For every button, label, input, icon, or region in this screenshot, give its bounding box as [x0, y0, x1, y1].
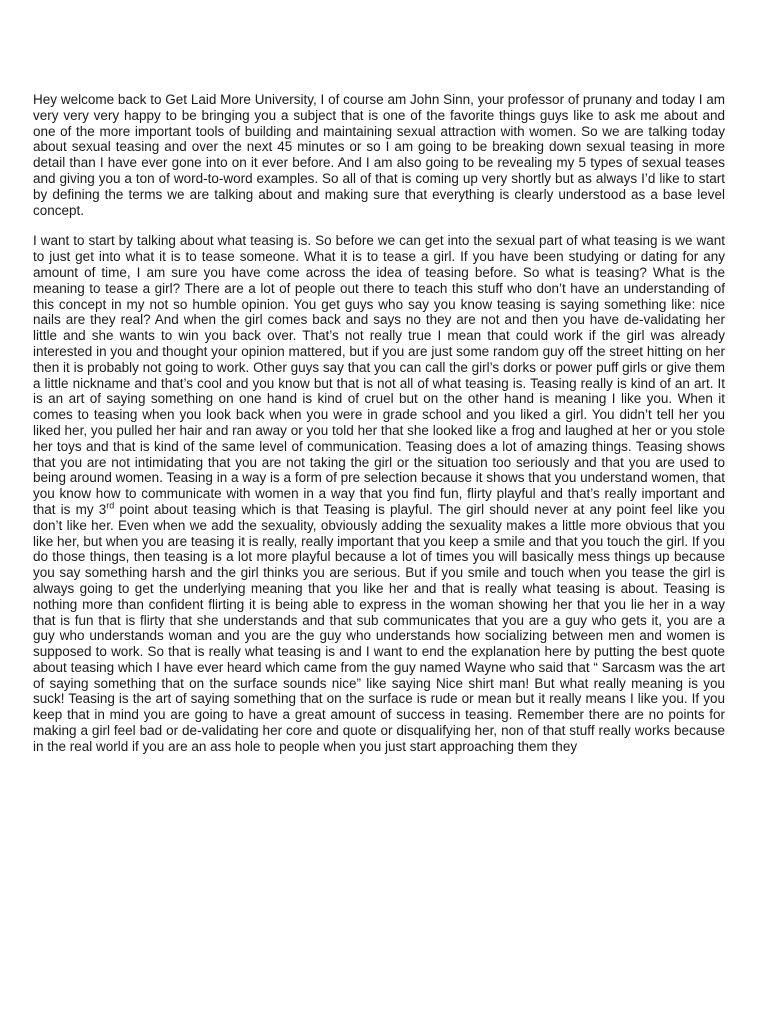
paragraph-text-part-1: I want to start by talking about what teasing is. So before we can get into the sexual part of what teasing is we want to just get into what it is to tease someone. What it is to tease a girl. If you have been studying or dating for any amount of time, I am sure you have come across the idea of teasing before. So what is teasing? What is the meaning to tease a girl? There are a lot of people out there to teach this stuff who don’t have an understanding of this concept in my not so humble opinion. You get guys who say you know teasing is saying something like: nice nails are they real? And when the girl comes back and says no they are not and then you have de-validating her little and she wants to win you back over. That’s not really true I mean that could work if the girl was already interested in you and thought your opinion mattered, but if you are just some random guy off the street hitting on her then it is probably not going to work. Other guys say that you can call the girl’s dorks or power puff girls or give them a little nickname and that’s cool and you know but that is not all of what teasing is. Teasing really is kind of an art. It is an art of saying something on one hand is kind of cruel but on the other hand is meaning I like you. When it comes to teasing when you look back when you were in grade school and you liked a girl. You didn’t tell her you liked her, you pulled her hair and ran away or you told her that she looked like a frog and laughed at her or you stole her toys and that is kind of the same level of communication. Teasing does a lot of amazing things. Teasing shows that you are not intimidating that you are not taking the girl or the situation too seriously and that you are used to being around women. Teasing in a way is a form of pre selection because it shows that you understand women, that you know how to communicate with women in a way that you find fun, flirty playful and that’s really important and that is my 3 — [33, 233, 725, 517]
ordinal-superscript: rd — [106, 500, 115, 511]
paragraph-teasing-definition — [33, 233, 725, 754]
document-page — [33, 92, 725, 770]
paragraph-text-part-2: point about teasing which is that Teasing is playful. The girl should never at any point feel like you don’t like her. Even when we add the sexuality, obviously adding the sexuality makes a little more obvious that you like her, but when you are teasing it is really, really important that you keep a smile and that you touch the girl. If you do those things, then teasing is a lot more playful because a lot of times you will basically mess things up because you say something harsh and the girl thinks you are serious. But if you smile and touch when you tease the girl is always going to get the underlying meaning that you like her and that is really what teasing is about. Teasing is nothing more than confident flirting it is being able to express in the woman showing her that you lie her in a way that is fun that is flirty that she understands and that sub communicates that you are a guy who gets it, you are a guy who understands woman and you are the guy who understands how socializing between men and women is supposed to work. So that is really what teasing is and I want to end the explanation here by putting the best quote about teasing which I have ever heard which came from the guy named Wayne who said that “ Sarcasm was the art of saying something that on the surface sounds nice” like saying Nice shirt man! But what really meaning is you suck! Teasing is the art of saying something that on the surface is rude or mean but it really means I like you. If you keep that in mind you are going to have a great amount of success in teasing. Remember there are no points for making a girl feel bad or de-validating her core and quote or disqualifying her, non of that stuff really works because in the real world if you are an ass hole to people when you just start approaching them they — [33, 501, 725, 754]
paragraph-intro: Hey welcome back to Get Laid More University, I of course am John Sinn, your professor of prunany and today I am very very very happy to be bringing you a subject that is one of the favorite things guys like to ask me about and one of the more important tools of building and maintaining sexual attraction with women. So we are talking today about sexual teasing and over the next 45 minutes or so I am going to be breaking down sexual teasing in more detail than I have ever gone into on it ever before. And I am also going to be revealing my 5 types of sexual teases and giving you a ton of word-to-word examples. So all of that is coming up very shortly but as always I’d like to start by defining the terms we are talking about and making sure that everything is clearly understood as a base level concept. — [33, 92, 725, 218]
